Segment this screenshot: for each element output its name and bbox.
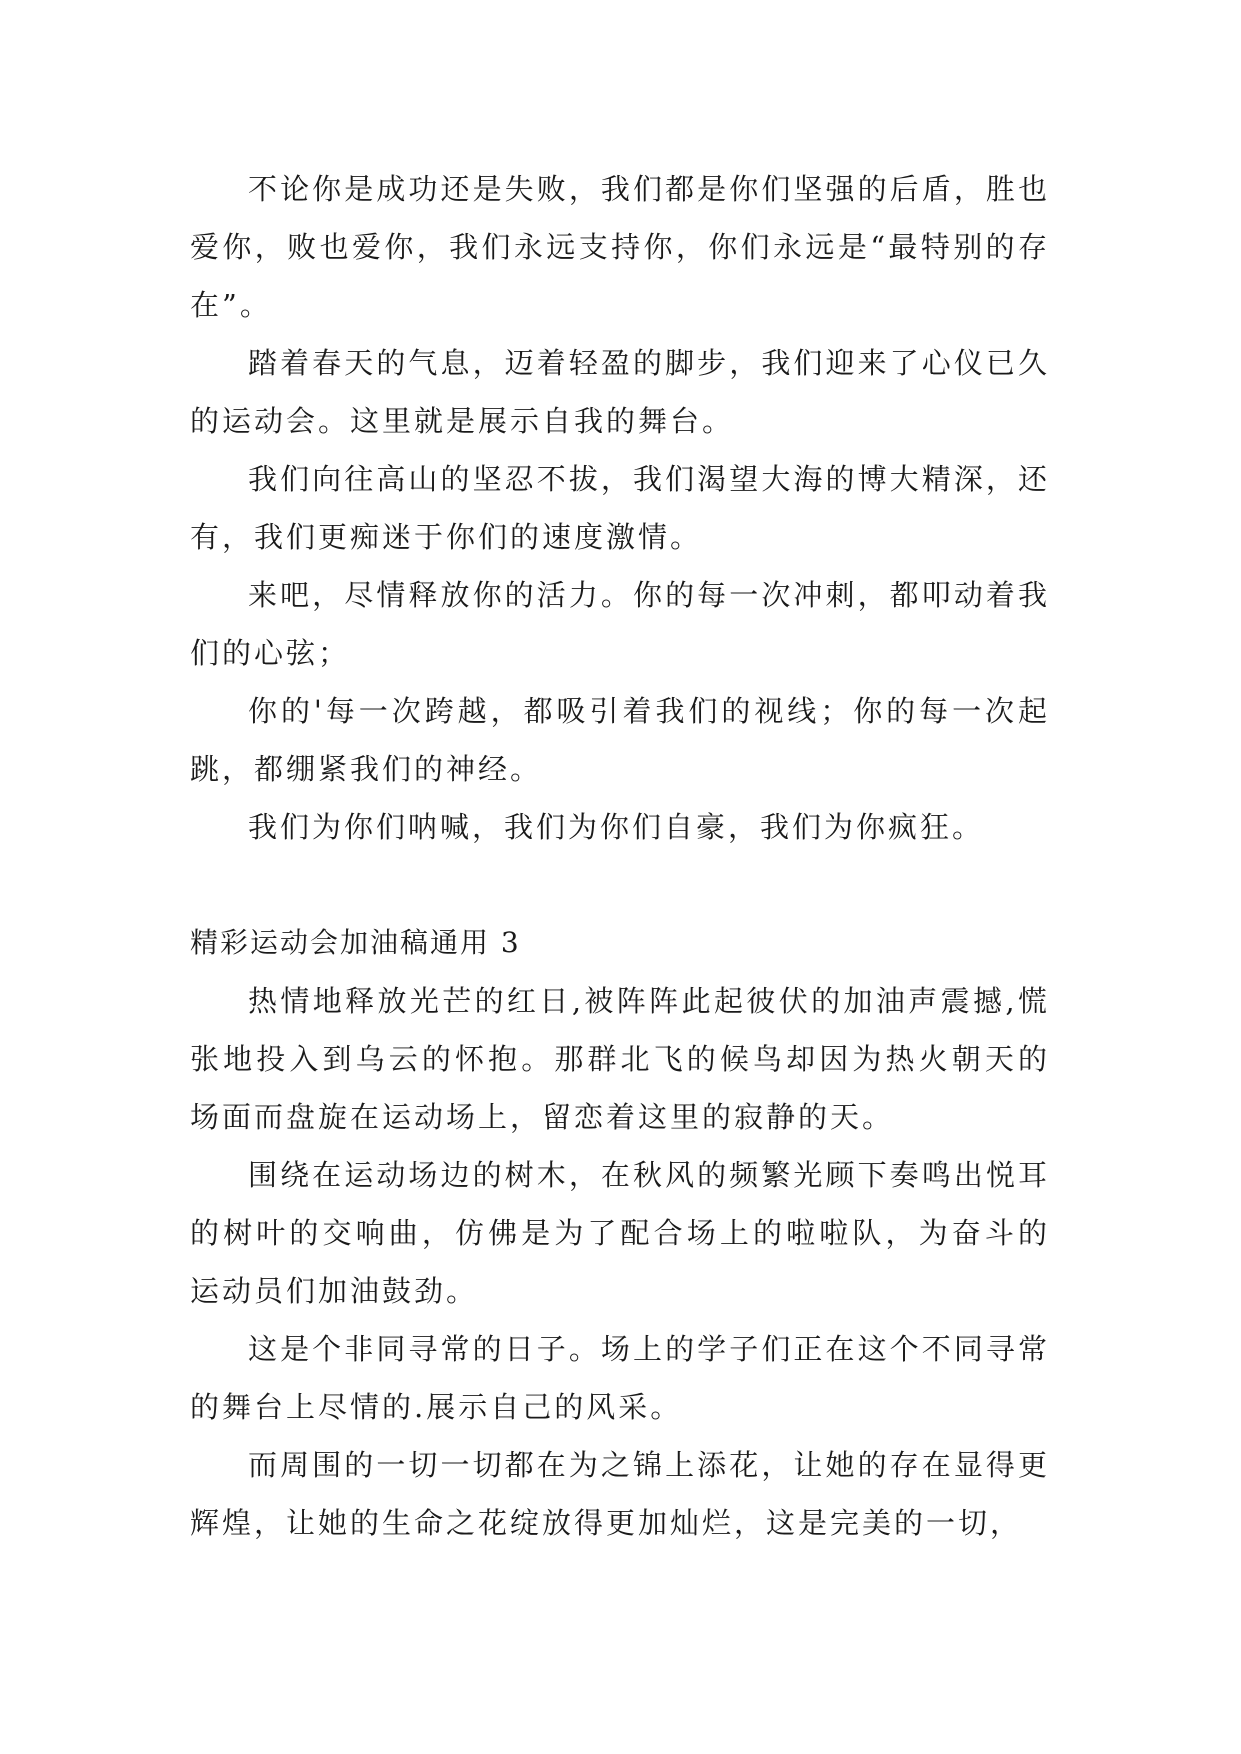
paragraph-4: 来吧，尽情释放你的活力。你的每一次冲刺，都叩动着我们的心弦； xyxy=(190,578,1050,670)
paragraph-1: 不论你是成功还是失败，我们都是你们坚强的后盾，胜也爱你，败也爱你，我们永远支持你，你们永远是“最特别的存在”。 xyxy=(190,172,1050,322)
paragraph-2: 踏着春天的气息，迈着轻盈的脚步，我们迎来了心仪已久的运动会。这里就是展示自我的舞台。 xyxy=(190,346,1050,438)
paragraph-5: 你的'每一次跨越，都吸引着我们的视线；你的每一次起跳，都绷紧我们的神经。 xyxy=(190,694,1050,786)
paragraph-10: 而周围的一切一切都在为之锦上添花，让她的存在显得更辉煌，让她的生命之花绽放得更加灿烂，这是完美的一切， xyxy=(190,1448,1050,1540)
paragraph-8: 围绕在运动场边的树木，在秋风的频繁光顾下奏鸣出悦耳的树叶的交响曲，仿佛是为了配合场上的啦啦队，为奋斗的运动员们加油鼓劲。 xyxy=(190,1158,1050,1308)
section-title: 精彩运动会加油稿通用 3 xyxy=(190,926,521,959)
paragraph-9: 这是个非同寻常的日子。场上的学子们正在这个不同寻常的舞台上尽情的.展示自己的风采。 xyxy=(190,1332,1050,1424)
paragraph-3: 我们向往高山的坚忍不拔，我们渴望大海的博大精深，还有，我们更痴迷于你们的速度激情。 xyxy=(190,462,1050,554)
document-body xyxy=(190,160,1050,1552)
paragraph-6: 我们为你们呐喊，我们为你们自豪，我们为你疯狂。 xyxy=(248,810,985,844)
section-spacer xyxy=(190,856,1050,914)
paragraph-7: 热情地释放光芒的红日,被阵阵此起彼伏的加油声震撼,慌张地投入到乌云的怀抱。那群北飞的候鸟却因为热火朝天的场面而盘旋在运动场上，留恋着这里的寂静的天。 xyxy=(190,984,1050,1134)
